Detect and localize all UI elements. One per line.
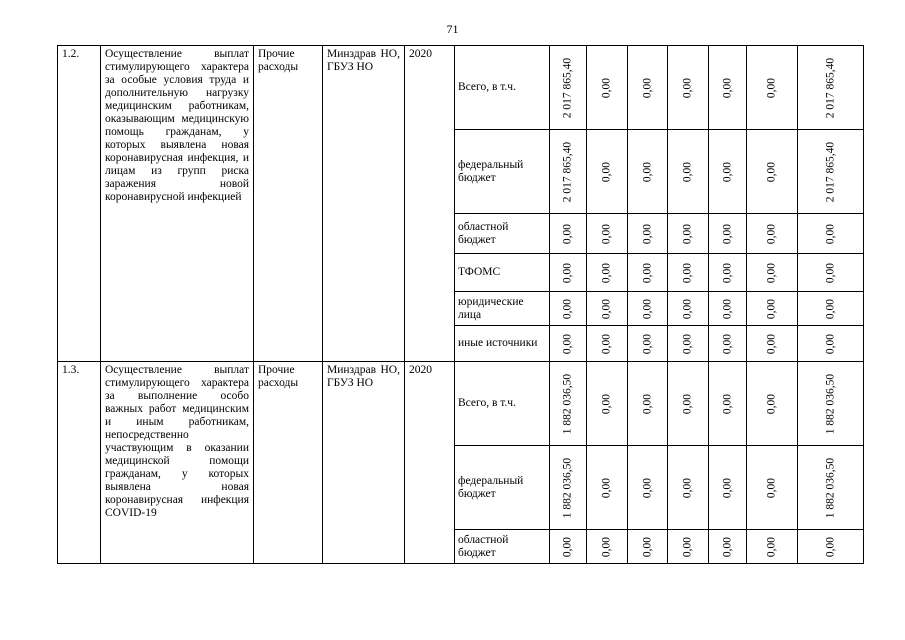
funding-source-label: федеральный бюджет bbox=[455, 130, 550, 214]
amount-value: 0,00 bbox=[641, 262, 653, 283]
amount-value: 0,00 bbox=[681, 161, 694, 182]
row-expense-type: Прочие расходы bbox=[254, 362, 323, 564]
row-executor: Минздрав НО, ГБУЗ НО bbox=[323, 362, 405, 564]
amount-cell bbox=[747, 214, 798, 254]
amount-cell bbox=[747, 292, 798, 326]
funding-source-label: иные источники bbox=[455, 326, 550, 362]
amount-value: 0,00 bbox=[681, 223, 694, 244]
amount-value: 0,00 bbox=[641, 536, 653, 557]
amount-cell bbox=[798, 530, 864, 564]
amount-value: 0,00 bbox=[641, 477, 653, 498]
amount-cell bbox=[747, 130, 798, 214]
amount-value: 0,00 bbox=[561, 298, 574, 319]
amount-value: 0,00 bbox=[824, 333, 836, 354]
amount-cell bbox=[587, 46, 628, 130]
amount-cell bbox=[709, 326, 747, 362]
amount-cell bbox=[668, 214, 709, 254]
amount-cell bbox=[668, 130, 709, 214]
funding-source-label: областной бюджет bbox=[455, 530, 550, 564]
table-body bbox=[58, 46, 864, 564]
funding-source-label: федеральный бюджет bbox=[455, 446, 550, 530]
amount-value: 0,00 bbox=[765, 477, 778, 498]
amount-value: 0,00 bbox=[765, 333, 778, 354]
amount-cell bbox=[747, 326, 798, 362]
amount-cell bbox=[709, 130, 747, 214]
amount-value: 0,00 bbox=[681, 477, 694, 498]
amount-cell bbox=[550, 214, 587, 254]
row-year: 2020 bbox=[405, 46, 455, 362]
funding-source-label: областной бюджет bbox=[455, 214, 550, 254]
amount-value: 0,00 bbox=[721, 77, 733, 98]
amount-value: 0,00 bbox=[600, 77, 613, 98]
amount-value: 0,00 bbox=[600, 161, 613, 182]
amount-cell bbox=[550, 46, 587, 130]
amount-value: 0,00 bbox=[824, 298, 836, 319]
amount-cell bbox=[668, 292, 709, 326]
amount-value: 0,00 bbox=[641, 77, 653, 98]
row-number: 1.2. bbox=[58, 46, 101, 362]
amount-value: 0,00 bbox=[721, 477, 733, 498]
amount-cell bbox=[587, 254, 628, 292]
amount-value: 0,00 bbox=[561, 536, 574, 557]
amount-cell bbox=[668, 254, 709, 292]
amount-value: 0,00 bbox=[721, 393, 733, 414]
amount-cell bbox=[798, 362, 864, 446]
amount-cell bbox=[709, 292, 747, 326]
table-row bbox=[58, 362, 864, 446]
amount-cell bbox=[709, 254, 747, 292]
amount-cell bbox=[709, 362, 747, 446]
amount-cell bbox=[798, 292, 864, 326]
amount-value: 0,00 bbox=[561, 262, 574, 283]
amount-cell bbox=[709, 214, 747, 254]
amount-cell bbox=[798, 214, 864, 254]
amount-cell bbox=[798, 254, 864, 292]
amount-value: 0,00 bbox=[600, 333, 613, 354]
amount-value: 1 882 036,50 bbox=[824, 457, 836, 518]
amount-value: 0,00 bbox=[721, 223, 733, 244]
amount-value: 0,00 bbox=[600, 223, 613, 244]
amount-cell bbox=[587, 130, 628, 214]
amount-cell bbox=[628, 292, 668, 326]
amount-cell bbox=[668, 446, 709, 530]
amount-value: 0,00 bbox=[681, 333, 694, 354]
amount-cell bbox=[587, 214, 628, 254]
amount-cell bbox=[798, 46, 864, 130]
amount-cell bbox=[628, 130, 668, 214]
amount-cell bbox=[550, 362, 587, 446]
amount-cell bbox=[550, 530, 587, 564]
amount-cell bbox=[550, 326, 587, 362]
amount-cell bbox=[798, 326, 864, 362]
amount-cell bbox=[550, 130, 587, 214]
budget-table bbox=[57, 45, 864, 564]
funding-source-label: юридические лица bbox=[455, 292, 550, 326]
amount-value: 0,00 bbox=[681, 262, 694, 283]
amount-cell bbox=[747, 254, 798, 292]
amount-value: 0,00 bbox=[765, 393, 778, 414]
amount-value: 0,00 bbox=[721, 262, 733, 283]
amount-value: 0,00 bbox=[600, 477, 613, 498]
amount-value: 0,00 bbox=[641, 223, 653, 244]
amount-value: 0,00 bbox=[824, 536, 836, 557]
amount-value: 1 882 036,50 bbox=[561, 457, 574, 518]
amount-cell bbox=[550, 292, 587, 326]
amount-value: 0,00 bbox=[721, 536, 733, 557]
amount-cell bbox=[628, 530, 668, 564]
amount-cell bbox=[587, 446, 628, 530]
amount-value: 0,00 bbox=[600, 262, 613, 283]
row-expense-type: Прочие расходы bbox=[254, 46, 323, 362]
amount-cell bbox=[747, 362, 798, 446]
amount-value: 0,00 bbox=[765, 77, 778, 98]
amount-cell bbox=[668, 326, 709, 362]
amount-cell bbox=[587, 326, 628, 362]
row-number: 1.3. bbox=[58, 362, 101, 564]
amount-cell bbox=[668, 362, 709, 446]
amount-value: 0,00 bbox=[641, 161, 653, 182]
amount-value: 0,00 bbox=[721, 333, 733, 354]
amount-value: 0,00 bbox=[681, 536, 694, 557]
table-row bbox=[58, 46, 864, 130]
amount-cell bbox=[798, 446, 864, 530]
amount-cell bbox=[628, 362, 668, 446]
amount-cell bbox=[550, 446, 587, 530]
amount-value: 0,00 bbox=[681, 77, 694, 98]
amount-cell bbox=[628, 326, 668, 362]
page-number: 71 bbox=[446, 22, 459, 36]
amount-value: 0,00 bbox=[765, 298, 778, 319]
amount-cell bbox=[587, 362, 628, 446]
amount-value: 1 882 036,50 bbox=[824, 373, 836, 434]
amount-value: 0,00 bbox=[561, 333, 574, 354]
amount-cell bbox=[628, 254, 668, 292]
amount-value: 2 017 865,40 bbox=[824, 57, 836, 118]
amount-cell bbox=[550, 254, 587, 292]
funding-source-label: ТФОМС bbox=[455, 254, 550, 292]
amount-cell bbox=[587, 292, 628, 326]
amount-value: 0,00 bbox=[600, 536, 613, 557]
amount-cell bbox=[587, 530, 628, 564]
amount-cell bbox=[798, 130, 864, 214]
amount-value: 0,00 bbox=[765, 536, 778, 557]
amount-cell bbox=[628, 46, 668, 130]
amount-value: 0,00 bbox=[721, 161, 733, 182]
amount-cell bbox=[747, 46, 798, 130]
row-executor: Минздрав НО, ГБУЗ НО bbox=[323, 46, 405, 362]
amount-value: 0,00 bbox=[600, 393, 613, 414]
funding-source-label: Всего, в т.ч. bbox=[455, 362, 550, 446]
amount-value: 0,00 bbox=[641, 393, 653, 414]
amount-value: 0,00 bbox=[765, 262, 778, 283]
amount-value: 0,00 bbox=[765, 161, 778, 182]
amount-cell bbox=[709, 46, 747, 130]
amount-value: 0,00 bbox=[681, 298, 694, 319]
amount-cell bbox=[668, 530, 709, 564]
amount-cell bbox=[747, 530, 798, 564]
amount-cell bbox=[709, 446, 747, 530]
amount-value: 0,00 bbox=[824, 223, 836, 244]
amount-value: 0,00 bbox=[641, 298, 653, 319]
amount-value: 0,00 bbox=[765, 223, 778, 244]
amount-cell bbox=[628, 214, 668, 254]
amount-cell bbox=[709, 530, 747, 564]
amount-value: 2 017 865,40 bbox=[561, 141, 574, 202]
amount-value: 0,00 bbox=[681, 393, 694, 414]
amount-value: 0,00 bbox=[561, 223, 574, 244]
funding-source-label: Всего, в т.ч. bbox=[455, 46, 550, 130]
amount-value: 0,00 bbox=[641, 333, 653, 354]
amount-value: 1 882 036,50 bbox=[561, 373, 574, 434]
amount-value: 2 017 865,40 bbox=[824, 141, 836, 202]
row-year: 2020 bbox=[405, 362, 455, 564]
amount-cell bbox=[747, 446, 798, 530]
amount-value: 2 017 865,40 bbox=[561, 57, 574, 118]
amount-value: 0,00 bbox=[600, 298, 613, 319]
amount-value: 0,00 bbox=[824, 262, 836, 283]
amount-cell bbox=[668, 46, 709, 130]
amount-value: 0,00 bbox=[721, 298, 733, 319]
amount-cell bbox=[628, 446, 668, 530]
row-description: Осуществление выплат стимулирующего характера за выполнение особо важных работ медицинским и иным работникам, непосредственно участвующим в оказании медицинской помощи гражданам, у которых выявлена новая коронавирусная инфекция COVID-19 bbox=[101, 362, 254, 564]
row-description: Осуществление выплат стимулирующего характера за особые условия труда и дополнительную нагрузку медицинским работникам, оказывающим медицинскую помощь гражданам, у которых выявлена новая коронавирусная инфекция, и лицам из групп риска заражения новой коронавирусной инфекцией bbox=[101, 46, 254, 362]
